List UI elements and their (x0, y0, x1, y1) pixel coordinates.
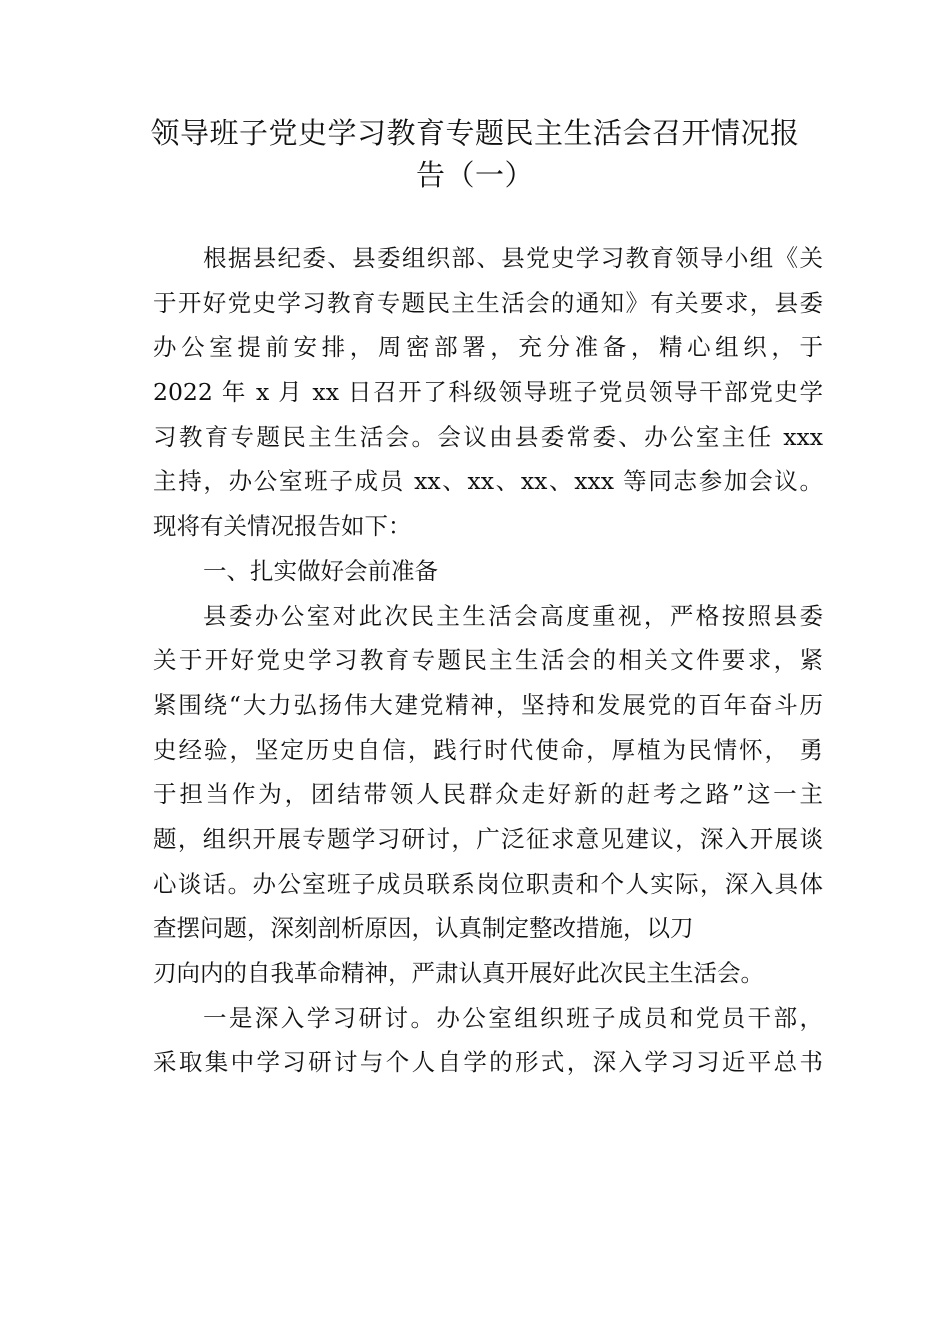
paragraph-line: 题，组织开展专题学习研讨，广泛征求意见建议，深入开展谈 (153, 824, 823, 853)
paragraph-line: 心谈话。办公室班子成员联系岗位职责和个人实际，深入具体 (153, 869, 823, 898)
document-body (153, 236, 823, 1085)
paragraph-line: 习教育专题民主生活会。会议由县委常委、办公室主任 xxx (153, 422, 823, 451)
paragraph-line: 采取集中学习研讨与个人自学的形式，深入学习习近平总书 (153, 1048, 823, 1077)
title-line: 告（一） (415, 158, 534, 192)
paragraph-line: 2022 年 x 月 xx 日召开了科级领导班子党员领导干部党史学 (153, 378, 823, 407)
paragraph-line: 于担当作为，团结带领人民群众走好新的赶考之路”这一主 (153, 780, 823, 809)
paragraph-line: 一是深入学习研讨。办公室组织班子成员和党员干部， (203, 1003, 823, 1032)
paragraph-line: 现将有关情况报告如下： (153, 512, 412, 541)
paragraph-line: 关于开好党史学习教育专题民主生活会的相关文件要求，紧 (153, 646, 823, 675)
paragraph-line: 史经验，坚定历史自信，践行时代使命，厚植为民情怀， 勇 (153, 735, 823, 764)
paragraph-line: 根据县纪委、县委组织部、县党史学习教育领导小组《关 (203, 244, 823, 272)
paragraph-line: 紧围绕“大力弘扬伟大建党精神，坚持和发展党的百年奋斗历 (153, 690, 823, 719)
paragraph-line: 主持，办公室班子成员 xx、xx、xx、xxx 等同志参加会议。 (153, 467, 823, 496)
paragraph-line: 查摆问题，深刻剖析原因，认真制定整改措施，以刀 (153, 914, 694, 943)
paragraph-line: 县委办公室对此次民主生活会高度重视，严格按照县委 (203, 601, 823, 630)
title-line: 领导班子党史学习教育专题民主生活会召开情况报 (150, 116, 800, 150)
paragraph-line: 办公室提前安排，周密部署，充分准备，精心组织，于 (153, 333, 823, 362)
paragraph-line: 于开好党史学习教育专题民主生活会的通知》有关要求，县委 (153, 288, 823, 317)
section-heading: 一、扎实做好会前准备 (203, 556, 438, 585)
document-title (120, 112, 830, 196)
paragraph-line: 刃向内的自我革命精神，严肃认真开展好此次民主生活会。 (153, 959, 764, 987)
